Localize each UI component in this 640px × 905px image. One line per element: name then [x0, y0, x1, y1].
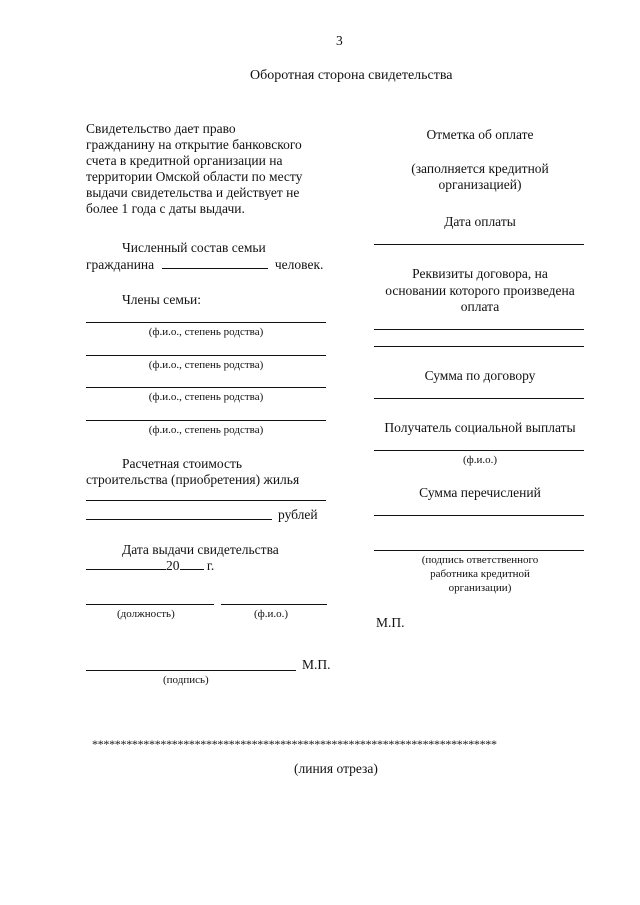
issue-date-label: Дата выдачи свидетельства — [122, 542, 279, 557]
contract-sum-field[interactable] — [374, 398, 584, 399]
member-field-1[interactable] — [86, 322, 326, 323]
issue-date-row — [86, 557, 214, 574]
intro-line-2: гражданину на открытие банковского — [86, 137, 302, 152]
official-fio-caption: (ф.и.о.) — [254, 608, 289, 620]
member-caption-3: (ф.и.о., степень родства) — [148, 391, 264, 403]
contract-label-2: основании которого произведена — [385, 283, 575, 298]
transfer-sum-field[interactable] — [374, 515, 584, 516]
year-prefix: 20 — [166, 558, 180, 573]
rubles-label: рублей — [278, 507, 318, 522]
recipient-field[interactable] — [374, 450, 584, 451]
member-field-3[interactable] — [86, 387, 326, 388]
left-stamp-place: М.П. — [302, 657, 331, 672]
year-suffix: г. — [206, 558, 215, 573]
cost-field-1[interactable] — [86, 500, 326, 501]
contract-field-1[interactable] — [374, 329, 584, 330]
filled-by-line-1: (заполняется кредитной — [411, 161, 549, 176]
transfer-sum-label: Сумма перечислений — [419, 485, 541, 500]
payment-date-field[interactable] — [374, 244, 584, 245]
contract-label-1: Реквизиты договора, на — [412, 266, 548, 281]
member-field-2[interactable] — [86, 355, 326, 356]
year-field[interactable] — [180, 569, 204, 570]
bank-signature-caption-1: (подпись ответственного — [421, 554, 539, 566]
intro-line-4: территории Омской области по месту — [86, 169, 303, 184]
cut-line-label: (линия отреза) — [294, 761, 378, 776]
member-field-4[interactable] — [86, 420, 326, 421]
contract-sum-label: Сумма по договору — [424, 368, 536, 383]
signature-caption: (подпись) — [163, 674, 209, 686]
position-field[interactable] — [86, 604, 214, 605]
intro-line-5: выдачи свидетельства и действует не — [86, 185, 300, 200]
payment-date-label: Дата оплаты — [444, 214, 516, 229]
recipient-caption: (ф.и.о.) — [462, 454, 498, 466]
payment-mark-title: Отметка об оплате — [426, 127, 534, 142]
issue-date-field[interactable] — [86, 569, 166, 570]
family-size-field[interactable] — [162, 268, 268, 269]
member-caption-4: (ф.и.о., степень родства) — [148, 424, 264, 436]
members-label: Члены семьи: — [122, 292, 201, 307]
official-fio-field[interactable] — [221, 604, 327, 605]
intro-line-3: счета в кредитной организации на — [86, 153, 283, 168]
contract-field-2[interactable] — [374, 346, 584, 347]
signature-field[interactable] — [86, 670, 296, 671]
position-caption: (должность) — [117, 608, 175, 620]
intro-line-6: более 1 года с даты выдачи. — [86, 201, 245, 216]
contract-label-3: оплата — [460, 299, 500, 314]
cost-field-2[interactable] — [86, 519, 272, 520]
recipient-label: Получатель социальной выплаты — [384, 420, 576, 435]
page-heading: Оборотная сторона свидетельства — [250, 68, 453, 83]
member-caption-1: (ф.и.о., степень родства) — [148, 326, 264, 338]
family-size-prefix: гражданина — [86, 257, 155, 272]
member-caption-2: (ф.и.о., степень родства) — [148, 359, 264, 371]
family-size-row — [86, 256, 323, 273]
right-stamp-place: М.П. — [376, 615, 405, 630]
filled-by-line-2: организацией) — [438, 177, 522, 192]
cost-label-2: строительства (приобретения) жилья — [86, 472, 300, 487]
bank-signature-caption-2: работника кредитной — [430, 568, 530, 580]
family-size-suffix: человек. — [274, 257, 324, 272]
cost-label-1: Расчетная стоимость — [122, 456, 243, 471]
bank-signature-caption-3: организации) — [448, 582, 512, 594]
family-size-label: Численный состав семьи — [122, 240, 266, 255]
page-number: 3 — [336, 33, 343, 48]
cut-line-stars: *********************************************************************** — [92, 737, 497, 751]
intro-line-1: Свидетельство дает право — [86, 121, 236, 136]
bank-signature-field[interactable] — [374, 550, 584, 551]
